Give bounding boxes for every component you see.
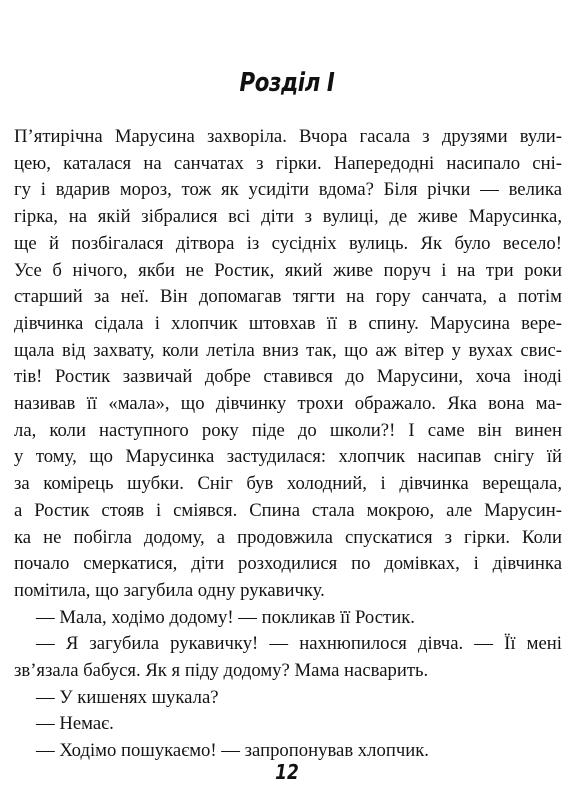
text-line: ка не побігла додому, а продовжила спускатися з гірки. Коли	[14, 526, 562, 548]
text-line: ла, коли наступного року піде до школи?! І саме він винен	[14, 419, 562, 441]
page-number: 12	[275, 760, 299, 784]
dialogue-paragraph	[14, 631, 562, 684]
text-line: за комірець шубки. Сніг був холодний, і дівчинка верещала,	[14, 473, 562, 495]
chapter-body	[14, 124, 562, 765]
text-line: а Ростик стояв і сміявся. Спина стала мокрою, але Марусин-	[14, 499, 562, 521]
text-line: у тому, що Марусинка застудилася: хлопчик насипав снігу їй	[14, 446, 562, 468]
text-line: — Я загубила рукавичку! — нахнюпилося дівча. — Її мені	[36, 633, 562, 655]
text-line: називав її «мала», що дівчинку трохи ображало. Яка вона ма-	[14, 393, 562, 415]
chapter-title: Розділ І	[239, 68, 335, 98]
text-line: ще й позбігалася дітвора із сусідніх вулиць. Як було весело!	[14, 232, 562, 254]
text-line: П’ятирічна Марусина захворіла. Вчора гасала з друзями вули-	[14, 126, 562, 147]
text-line: щала від захвату, коли летіла вниз так, що аж вітер у вухах свис-	[14, 339, 562, 361]
text-line: старший за неї. Він допомагав тягти на гору санчата, а потім	[14, 286, 562, 308]
text-line: гірка, на якій зібралися всі діти з вулиці, де живе Марусинка,	[14, 206, 562, 228]
text-line: зв’язала бабуся. Як я піду додому? Мама насварить.	[14, 660, 429, 682]
text-line: гу і вдарив мороз, тож як усидіти вдома? Біля річки — велика	[14, 179, 562, 201]
text-line: цею, каталася на санчатах з гірки. Напередодні насипало сні-	[14, 152, 562, 174]
text-line: — Мала, ходімо додому! — покликав її Ростик.	[36, 606, 415, 628]
text-line: — Ходімо пошукаємо! — запропонував хлопчик.	[36, 740, 429, 762]
text-line: помітила, що загубила одну рукавичку.	[14, 579, 325, 601]
text-line: тів! Ростик зазвичай добре ставився до Марусини, хоча іноді	[14, 366, 562, 388]
dialogue-paragraph	[14, 711, 562, 738]
text-line: почало смеркатися, діти розходилися по домівках, і дівчинка	[14, 553, 562, 575]
text-line: — Немає.	[36, 713, 114, 735]
text-line: дівчинка сідала і хлопчик штовхав її в спину. Марусина вере-	[14, 312, 562, 334]
paragraph	[14, 124, 562, 605]
text-line: Усе б нічого, якби не Ростик, який живе поруч і на три роки	[14, 259, 562, 281]
text-line: — У кишенях шукала?	[36, 686, 219, 708]
dialogue-paragraph	[14, 605, 562, 632]
dialogue-paragraph	[14, 685, 562, 712]
